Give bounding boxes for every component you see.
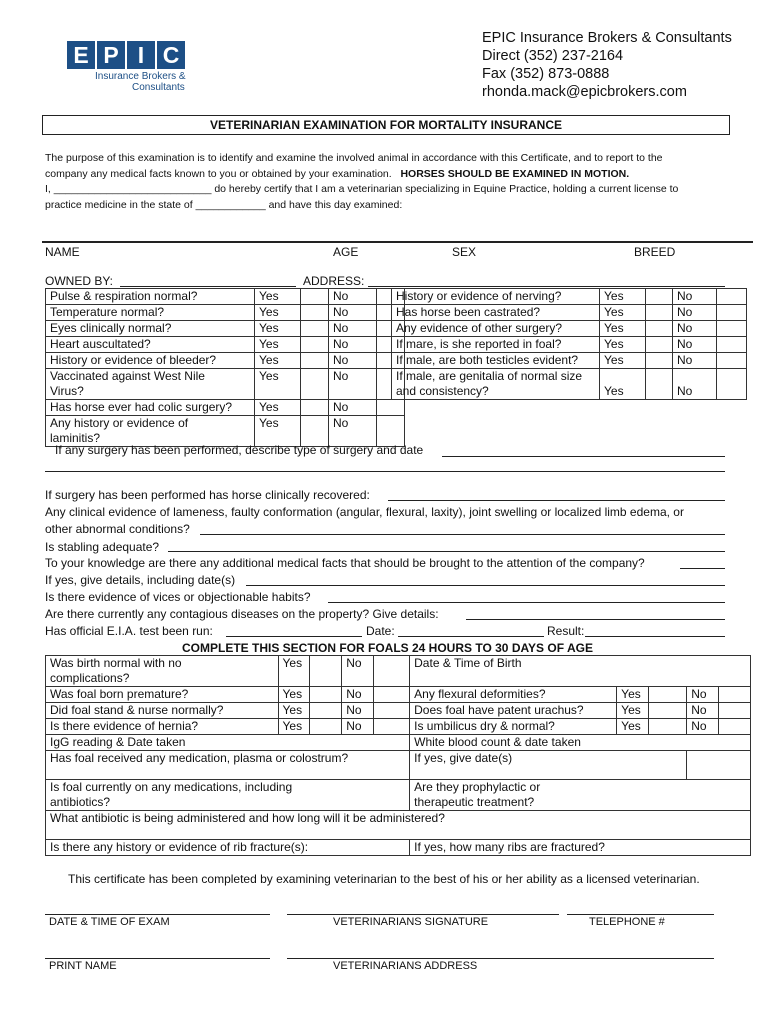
right-yes-label: Yes xyxy=(600,305,646,321)
umbilicus-no-box[interactable] xyxy=(719,719,751,735)
nurse-yes-label: Yes xyxy=(278,703,310,719)
left-no-box[interactable] xyxy=(377,400,405,416)
logo-subtitle-2: Consultants xyxy=(132,82,185,93)
left-row xyxy=(46,416,405,447)
eia-date-field[interactable] xyxy=(398,636,544,637)
stand-nurse-question: Did foal stand & nurse normally? xyxy=(46,703,279,719)
right-row xyxy=(392,369,747,400)
birth-yes-label: Yes xyxy=(278,656,310,687)
age-label: AGE xyxy=(333,245,359,259)
form-title: VETERINARIAN EXAMINATION FOR MORTALITY INSURANCE xyxy=(42,115,730,135)
print-name-line[interactable] xyxy=(45,958,270,959)
prophylactic-question[interactable]: Are they prophylactic or therapeutic treatment? xyxy=(410,780,751,811)
right-question-line: If male, are genitalia of normal size xyxy=(396,369,583,383)
left-question-line: Pulse & respiration normal? xyxy=(50,289,198,303)
left-question-line: Temperature normal? xyxy=(50,305,165,319)
health-table-right xyxy=(391,288,747,400)
foal-row-meds xyxy=(46,780,751,811)
right-row xyxy=(392,337,747,353)
urachus-no-label: No xyxy=(687,703,719,719)
umbilicus-no-label: No xyxy=(687,719,719,735)
flexural-question: Any flexural deformities? xyxy=(410,687,617,703)
surgery-desc-label: If any surgery has been performed, describe type of surgery and date xyxy=(55,443,424,457)
left-question-line: Any history or evidence of xyxy=(50,416,189,430)
left-row xyxy=(46,305,405,321)
vet-address-line[interactable] xyxy=(287,958,714,959)
left-question-line: Virus? xyxy=(50,384,84,398)
birth-no-box[interactable] xyxy=(374,656,410,687)
umbilicus-yes-label: Yes xyxy=(617,719,649,735)
stabling-field[interactable] xyxy=(168,551,725,552)
foal-row-hernia xyxy=(46,719,751,735)
right-question xyxy=(392,369,600,400)
address-label: ADDRESS: xyxy=(303,274,365,288)
left-yes-label: Yes xyxy=(255,353,301,369)
left-no-label: No xyxy=(329,353,377,369)
vices-field[interactable] xyxy=(328,602,725,603)
colostrum-blank xyxy=(687,751,751,780)
right-no-label: No xyxy=(673,337,717,353)
right-yes-label: Yes xyxy=(600,289,646,305)
right-question-line: Has horse been castrated? xyxy=(396,305,541,319)
surgery-desc-field[interactable] xyxy=(442,456,725,457)
intro-line-3: I, ___________________________ do hereby certify that I am a veterinarian specializing in Equine Practice, holding a current license to xyxy=(45,183,679,195)
hernia-yes-label: Yes xyxy=(278,719,310,735)
name-label: NAME xyxy=(45,245,80,259)
rib-question[interactable]: Is there any history or evidence of rib fracture(s): xyxy=(46,840,410,856)
give-dates-field[interactable]: If yes, give date(s) xyxy=(410,751,687,780)
urachus-question: Does foal have patent urachus? xyxy=(410,703,617,719)
nurse-yes-box[interactable] xyxy=(310,703,342,719)
left-yes-label: Yes xyxy=(255,337,301,353)
foal-row-colostrum xyxy=(46,751,751,780)
flexural-no-label: No xyxy=(687,687,719,703)
contact-block xyxy=(482,29,732,101)
nurse-no-label: No xyxy=(342,703,374,719)
premature-yes-box[interactable] xyxy=(310,687,342,703)
left-question xyxy=(46,305,255,321)
health-table-left xyxy=(45,288,405,447)
details-field[interactable] xyxy=(246,585,725,586)
vet-signature-line[interactable] xyxy=(287,914,559,915)
details-label: If yes, give details, including date(s) xyxy=(45,573,236,587)
left-no-label: No xyxy=(329,337,377,353)
left-yes-box[interactable] xyxy=(301,337,329,353)
right-no-label: No xyxy=(673,369,717,400)
left-yes-box[interactable] xyxy=(301,400,329,416)
sex-label: SEX xyxy=(452,245,477,259)
owned-by-label: OWNED BY: xyxy=(45,274,114,288)
left-row xyxy=(46,353,405,369)
flexural-no-box[interactable] xyxy=(719,687,751,703)
right-question xyxy=(392,289,600,305)
address-field[interactable] xyxy=(368,286,725,287)
birth-no-label: No xyxy=(342,656,374,687)
logo-subtitle-1: Insurance Brokers & xyxy=(95,71,186,82)
left-question-line: Vaccinated against West Nile xyxy=(50,369,205,383)
left-question-line: Eyes clinically normal? xyxy=(50,321,172,335)
right-no-box[interactable] xyxy=(717,305,747,321)
left-yes-box[interactable] xyxy=(301,321,329,337)
birth-date-field[interactable]: Date & Time of Birth xyxy=(410,656,751,687)
left-question xyxy=(46,321,255,337)
intro-paragraph xyxy=(45,151,678,213)
right-yes-box[interactable] xyxy=(646,369,673,400)
right-no-label: No xyxy=(673,305,717,321)
meds-question[interactable]: Is foal currently on any medications, including antibiotics? xyxy=(46,780,410,811)
left-yes-box[interactable] xyxy=(301,289,329,305)
left-question xyxy=(46,369,255,400)
foal-section-heading: COMPLETE THIS SECTION FOR FOALS 24 HOURS TO 30 DAYS OF AGE xyxy=(182,641,593,655)
right-row xyxy=(392,353,747,369)
eia-label: Has official E.I.A. test been run: xyxy=(45,624,213,638)
left-yes-label: Yes xyxy=(255,321,301,337)
name-row-rule xyxy=(42,241,753,243)
urachus-no-box[interactable] xyxy=(719,703,751,719)
eia-date-label: Date: xyxy=(366,624,395,638)
right-no-label: No xyxy=(673,353,717,369)
right-no-box[interactable] xyxy=(717,337,747,353)
intro-motion-note: HORSES SHOULD BE EXAMINED IN MOTION. xyxy=(400,167,630,180)
logo-letter-p: P xyxy=(97,41,125,69)
hernia-no-label: No xyxy=(342,719,374,735)
left-yes-box[interactable] xyxy=(301,305,329,321)
hernia-no-box[interactable] xyxy=(374,719,410,735)
right-no-box[interactable] xyxy=(717,289,747,305)
premature-no-label: No xyxy=(342,687,374,703)
right-yes-box[interactable] xyxy=(646,289,673,305)
left-no-label: No xyxy=(329,321,377,337)
right-question-line: and consistency? xyxy=(396,384,489,398)
left-question-line: Heart auscultated? xyxy=(50,337,151,351)
foal-row-nurse xyxy=(46,703,751,719)
lameness-field[interactable] xyxy=(200,534,725,535)
right-yes-label: Yes xyxy=(600,369,646,400)
right-question-line: If mare, is she reported in foal? xyxy=(396,337,562,351)
right-row xyxy=(392,289,747,305)
right-question-line: Any evidence of other surgery? xyxy=(396,321,563,335)
birth-yes-box[interactable] xyxy=(310,656,342,687)
antibiotic-question[interactable]: What antibiotic is being administered and how long will it be administered? xyxy=(46,811,751,840)
right-yes-box[interactable] xyxy=(646,337,673,353)
left-no-label: No xyxy=(329,369,377,400)
left-yes-label: Yes xyxy=(255,305,301,321)
left-question-line: Has horse ever had colic surgery? xyxy=(50,400,233,414)
left-question xyxy=(46,353,255,369)
right-question xyxy=(392,353,600,369)
recovered-field[interactable] xyxy=(388,500,725,501)
owned-by-field[interactable] xyxy=(120,286,296,287)
left-row xyxy=(46,337,405,353)
foal-table xyxy=(45,655,751,856)
foal-row-rib xyxy=(46,840,751,856)
left-row xyxy=(46,400,405,416)
birth-normal-question: Was birth normal with no complications? xyxy=(46,656,279,687)
left-question xyxy=(46,400,255,416)
telephone-label: TELEPHONE # xyxy=(589,916,665,928)
left-yes-box[interactable] xyxy=(301,353,329,369)
lameness-label-1: Any clinical evidence of lameness, faulty conformation (angular, flexural, laxity), joint swelling or localized limb edema, or xyxy=(45,505,684,519)
intro-line-2: company any medical facts known to you or obtained by your examination. xyxy=(45,167,392,180)
left-yes-label: Yes xyxy=(255,369,301,400)
left-yes-label: Yes xyxy=(255,416,301,447)
hernia-yes-box[interactable] xyxy=(310,719,342,735)
telephone-line[interactable] xyxy=(567,914,714,915)
flexural-yes-label: Yes xyxy=(617,687,649,703)
left-question-line: History or evidence of bleeder? xyxy=(50,353,217,367)
eia-result-label: Result: xyxy=(547,624,585,638)
left-no-label: No xyxy=(329,305,377,321)
right-yes-label: Yes xyxy=(600,337,646,353)
left-row xyxy=(46,369,405,400)
right-yes-box[interactable] xyxy=(646,321,673,337)
wbc-field[interactable]: White blood count & date taken xyxy=(410,735,751,751)
ribs-count-field[interactable]: If yes, how many ribs are fractured? xyxy=(410,840,751,856)
eia-result-field[interactable] xyxy=(585,636,725,637)
right-question xyxy=(392,305,600,321)
umbilicus-yes-box[interactable] xyxy=(649,719,687,735)
left-question xyxy=(46,289,255,305)
left-row xyxy=(46,321,405,337)
breed-label: BREED xyxy=(634,245,676,259)
right-question-line: History or evidence of nerving? xyxy=(396,289,562,303)
right-yes-label: Yes xyxy=(600,353,646,369)
foal-row-antibiotic xyxy=(46,811,751,840)
urachus-yes-label: Yes xyxy=(617,703,649,719)
urachus-yes-box[interactable] xyxy=(649,703,687,719)
lameness-label-2: other abnormal conditions? xyxy=(45,522,190,536)
right-no-box[interactable] xyxy=(717,369,747,400)
contact-company: EPIC Insurance Brokers & Consultants xyxy=(482,30,732,46)
date-time-line[interactable] xyxy=(45,914,270,915)
foal-row-igg xyxy=(46,735,751,751)
eia-field[interactable] xyxy=(226,636,362,637)
vet-signature-label: VETERINARIANS SIGNATURE xyxy=(333,916,489,928)
logo-letter-i: I xyxy=(127,41,155,69)
intro-line-1: The purpose of this examination is to identify and examine the involved animal in accordance with this Certificate, and to report to the xyxy=(45,152,663,164)
right-question xyxy=(392,337,600,353)
intro-line-4: practice medicine in the state of ____________ and have this day examined: xyxy=(45,198,403,211)
premature-no-box[interactable] xyxy=(374,687,410,703)
colostrum-question[interactable]: Has foal received any medication, plasma or colostrum? xyxy=(46,751,410,780)
left-no-box[interactable] xyxy=(377,416,405,447)
left-question-line: laminitis? xyxy=(50,431,101,445)
contact-email[interactable]: rhonda.mack@epicbrokers.com xyxy=(482,84,687,100)
right-no-label: No xyxy=(673,321,717,337)
right-no-box[interactable] xyxy=(717,353,747,369)
flexural-yes-box[interactable] xyxy=(649,687,687,703)
umbilicus-question: Is umbilicus dry & normal? xyxy=(410,719,617,735)
right-row xyxy=(392,305,747,321)
contact-fax: Fax (352) 873-0888 xyxy=(482,66,610,82)
left-no-label: No xyxy=(329,289,377,305)
contact-direct: Direct (352) 237-2164 xyxy=(482,48,624,64)
igg-field[interactable]: IgG reading & Date taken xyxy=(46,735,410,751)
premature-question: Was foal born premature? xyxy=(46,687,279,703)
left-row xyxy=(46,289,405,305)
knowledge-label: To your knowledge are there any additional medical facts that should be brought to the attention of the company? xyxy=(45,556,645,570)
left-yes-label: Yes xyxy=(255,400,301,416)
premature-yes-label: Yes xyxy=(278,687,310,703)
nurse-no-box[interactable] xyxy=(374,703,410,719)
right-no-label: No xyxy=(673,289,717,305)
date-time-label: DATE & TIME OF EXAM xyxy=(49,916,170,928)
left-no-label: No xyxy=(329,400,377,416)
stabling-label: Is stabling adequate? xyxy=(45,540,160,554)
right-row xyxy=(392,321,747,337)
right-yes-box[interactable] xyxy=(646,305,673,321)
recovered-label: If surgery has been performed has horse clinically recovered: xyxy=(45,488,370,502)
left-yes-box[interactable] xyxy=(301,416,329,447)
right-yes-label: Yes xyxy=(600,321,646,337)
contagious-field[interactable] xyxy=(466,619,725,620)
right-question xyxy=(392,321,600,337)
left-question xyxy=(46,416,255,447)
vet-address-label: VETERINARIANS ADDRESS xyxy=(333,960,478,972)
print-name-label: PRINT NAME xyxy=(49,960,117,972)
left-yes-box[interactable] xyxy=(301,369,329,400)
logo-letter-c: C xyxy=(157,41,185,69)
vices-label: Is there evidence of vices or objectionable habits? xyxy=(45,590,311,604)
knowledge-field[interactable] xyxy=(680,568,725,569)
left-yes-label: Yes xyxy=(255,289,301,305)
contagious-label: Are there currently any contagious diseases on the property? Give details: xyxy=(45,607,439,621)
certify-statement: This certificate has been completed by examining veterinarian to the best of his or her ability as a licensed veterinarian. xyxy=(68,872,700,886)
foal-row-premature xyxy=(46,687,751,703)
hernia-question: Is there evidence of hernia? xyxy=(46,719,279,735)
surgery-desc-field-2[interactable] xyxy=(45,471,725,472)
foal-row-birth xyxy=(46,656,751,687)
right-no-box[interactable] xyxy=(717,321,747,337)
left-question xyxy=(46,337,255,353)
left-no-label: No xyxy=(329,416,377,447)
right-yes-box[interactable] xyxy=(646,353,673,369)
logo-letter-e: E xyxy=(67,41,95,69)
right-question-line: If male, are both testicles evident? xyxy=(396,353,579,367)
